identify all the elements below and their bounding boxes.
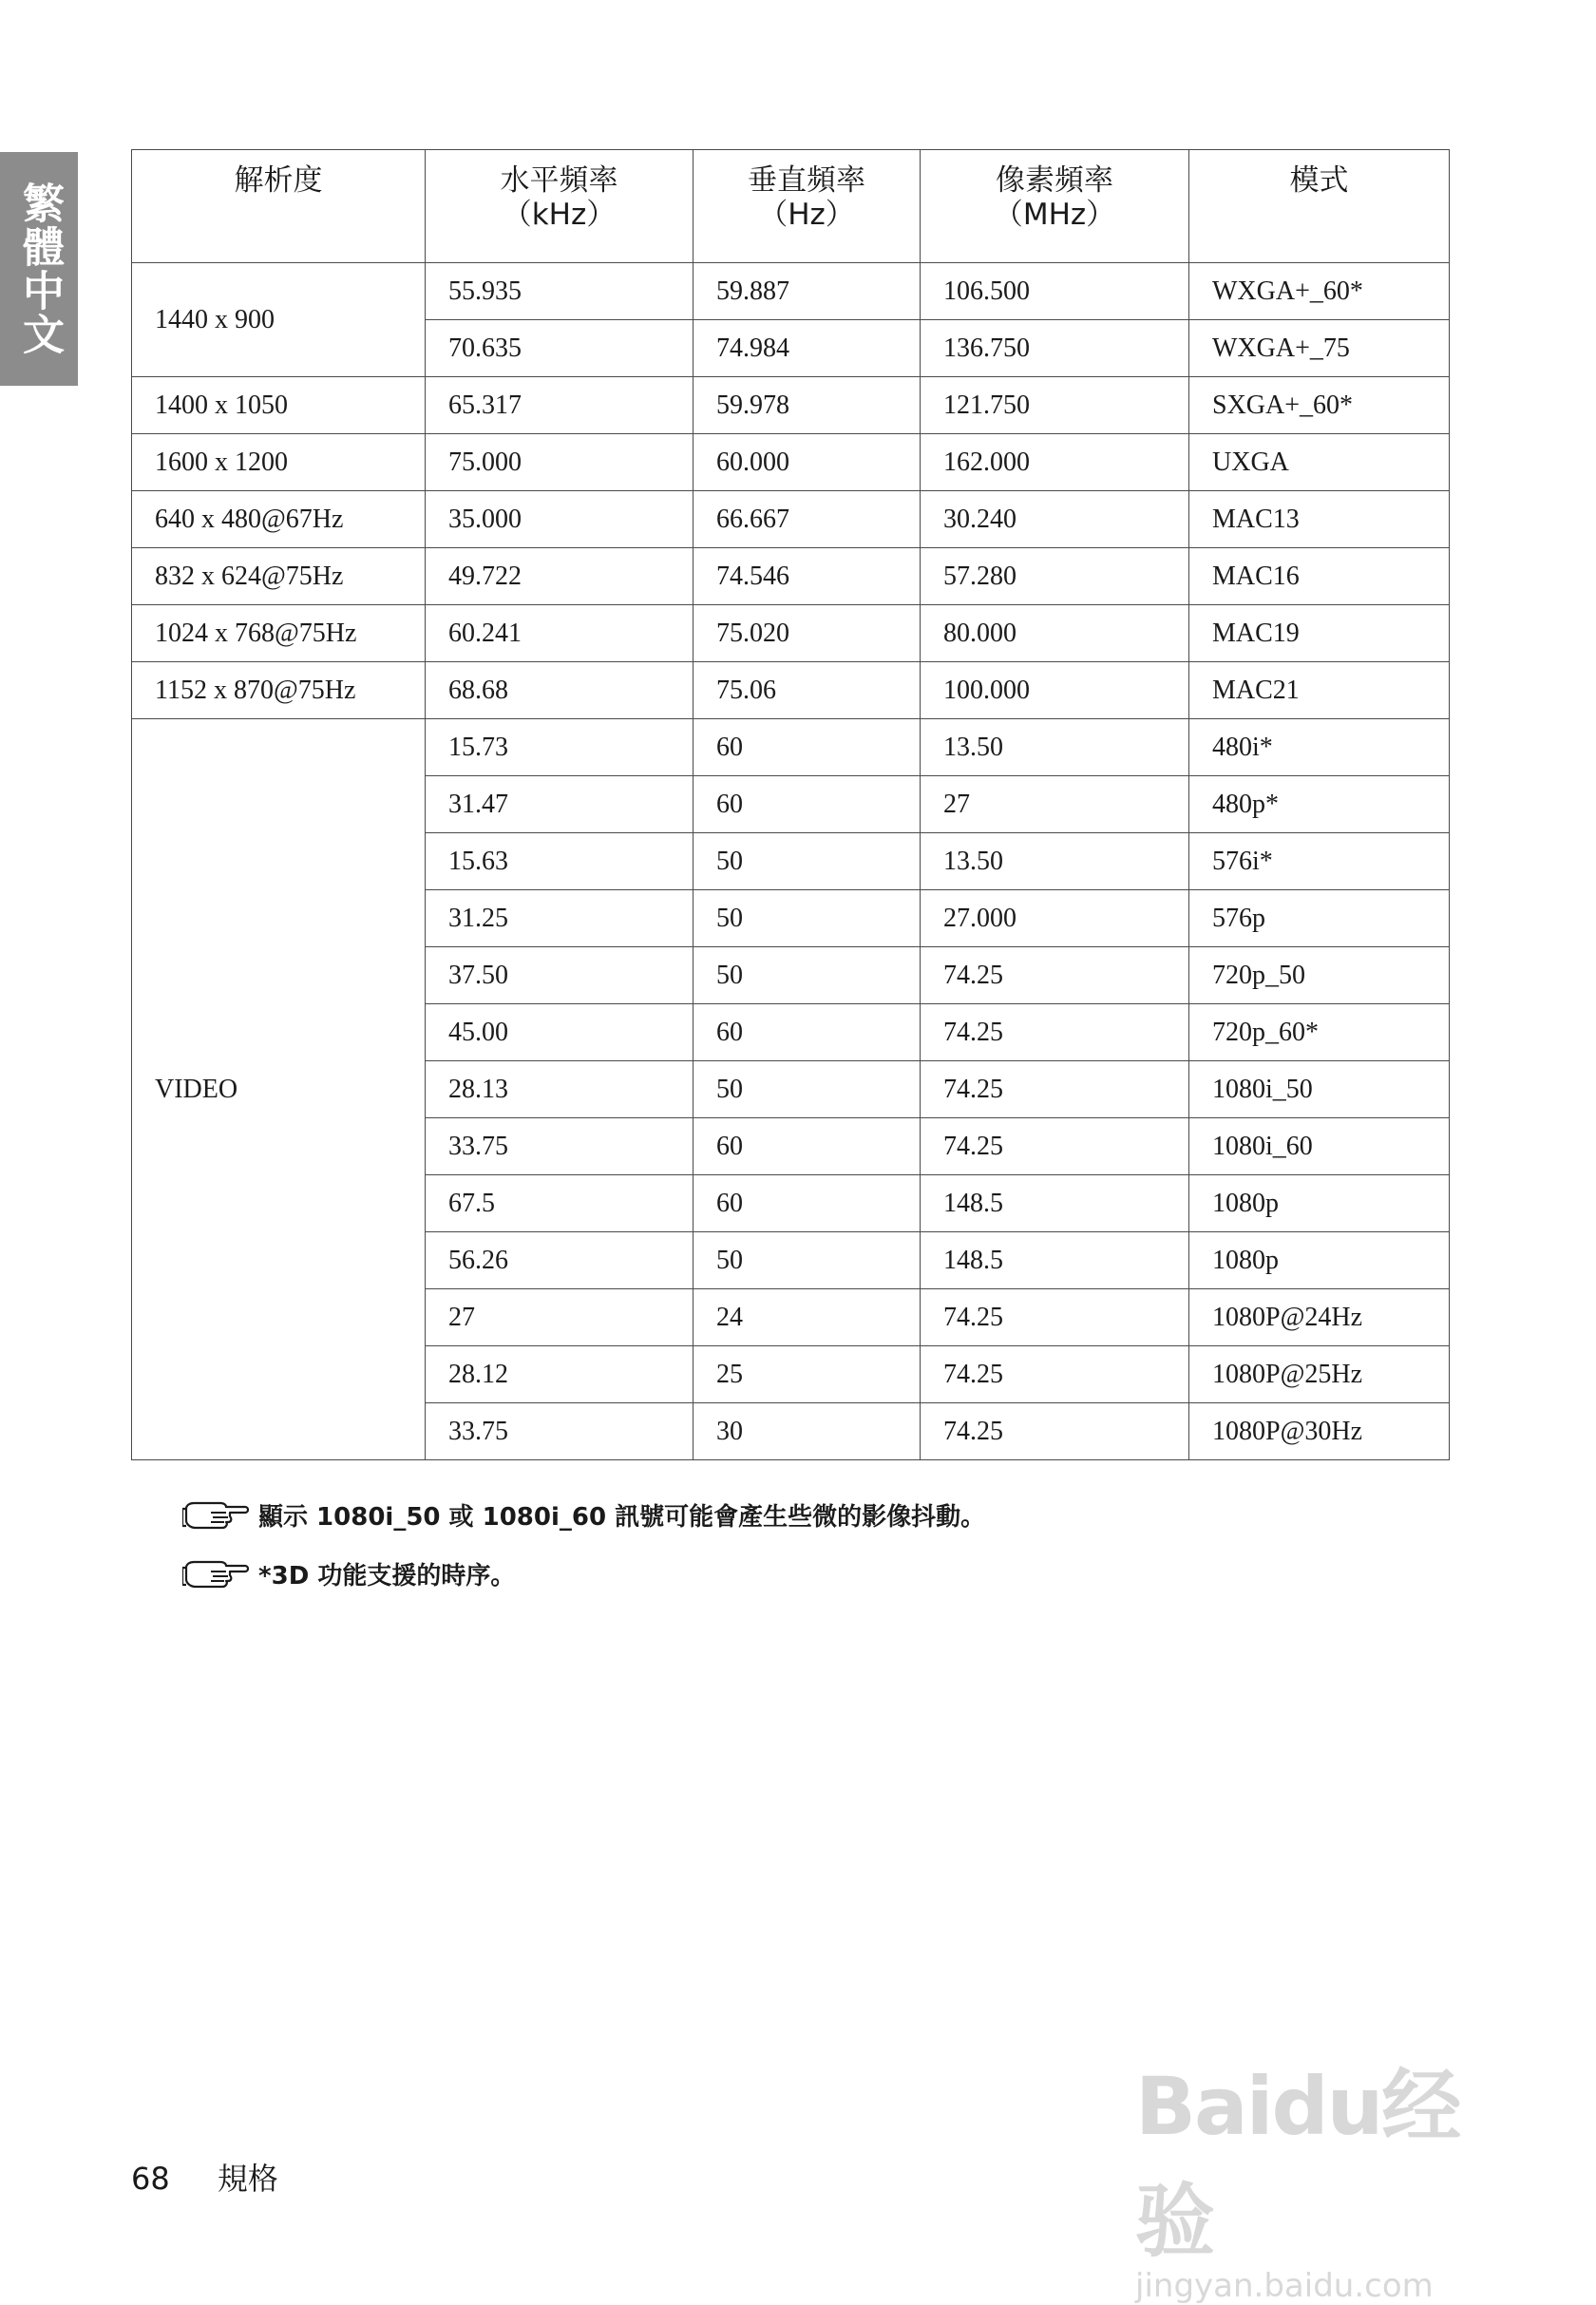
table-row [132,548,1450,605]
cell-vertical-frequency: 50 [694,1232,921,1289]
cell-vertical-frequency: 59.978 [694,377,921,434]
header-vertical-frequency: 垂直頻率 （Hz） [694,150,921,263]
cell-horizontal-frequency: 28.12 [426,1346,694,1403]
cell-mode: 1080P@30Hz [1189,1403,1450,1460]
watermark-logo: Baidu经验 [1135,2060,1460,2268]
note-item [182,1553,985,1594]
cell-mode: MAC16 [1189,548,1450,605]
timing-table [131,149,1450,1460]
cell-resolution: 1024 x 768@75Hz [132,605,426,662]
cell-pixel-frequency: 13.50 [921,719,1189,776]
table-row [132,263,1450,320]
table-row [132,662,1450,719]
table-row [132,491,1450,548]
cell-horizontal-frequency: 70.635 [426,320,694,377]
cell-pixel-frequency: 74.25 [921,1004,1189,1061]
cell-pixel-frequency: 30.240 [921,491,1189,548]
cell-horizontal-frequency: 55.935 [426,263,694,320]
cell-mode: MAC19 [1189,605,1450,662]
cell-vertical-frequency: 74.546 [694,548,921,605]
cell-horizontal-frequency: 37.50 [426,947,694,1004]
cell-mode: 720p_60* [1189,1004,1450,1061]
cell-mode: 480p* [1189,776,1450,833]
cell-pixel-frequency: 74.25 [921,1289,1189,1346]
cell-mode: 576i* [1189,833,1450,890]
cell-vertical-frequency: 74.984 [694,320,921,377]
cell-mode: 480i* [1189,719,1450,776]
page-footer [131,2155,316,2199]
cell-vertical-frequency: 30 [694,1403,921,1460]
cell-horizontal-frequency: 68.68 [426,662,694,719]
cell-horizontal-frequency: 33.75 [426,1403,694,1460]
watermark [1135,2043,1515,2305]
section-title: 規格 [217,2161,278,2197]
cell-pixel-frequency: 106.500 [921,263,1189,320]
cell-vertical-frequency: 50 [694,1061,921,1118]
cell-vertical-frequency: 60 [694,719,921,776]
cell-horizontal-frequency: 65.317 [426,377,694,434]
cell-resolution: 1440 x 900 [132,263,426,377]
cell-vertical-frequency: 59.887 [694,263,921,320]
cell-mode: MAC13 [1189,491,1450,548]
cell-horizontal-frequency: 45.00 [426,1004,694,1061]
cell-mode: SXGA+_60* [1189,377,1450,434]
cell-mode: MAC21 [1189,662,1450,719]
cell-vertical-frequency: 60 [694,1004,921,1061]
cell-horizontal-frequency: 31.25 [426,890,694,947]
cell-mode: UXGA [1189,434,1450,491]
cell-pixel-frequency: 74.25 [921,1118,1189,1175]
cell-mode: 576p [1189,890,1450,947]
cell-vertical-frequency: 60.000 [694,434,921,491]
cell-resolution: 1152 x 870@75Hz [132,662,426,719]
cell-pixel-frequency: 74.25 [921,947,1189,1004]
cell-vertical-frequency: 60 [694,776,921,833]
cell-mode: 1080i_50 [1189,1061,1450,1118]
cell-vertical-frequency: 50 [694,833,921,890]
cell-mode: WXGA+_75 [1189,320,1450,377]
cell-pixel-frequency: 80.000 [921,605,1189,662]
note-item [182,1494,985,1535]
cell-vertical-frequency: 50 [694,890,921,947]
header-horizontal-frequency: 水平頻率 （kHz） [426,150,694,263]
cell-vertical-frequency: 24 [694,1289,921,1346]
table-header-row [132,150,1450,263]
cell-horizontal-frequency: 49.722 [426,548,694,605]
cell-resolution: 1400 x 1050 [132,377,426,434]
cell-resolution: 832 x 624@75Hz [132,548,426,605]
cell-pixel-frequency: 57.280 [921,548,1189,605]
cell-horizontal-frequency: 33.75 [426,1118,694,1175]
cell-pixel-frequency: 121.750 [921,377,1189,434]
cell-horizontal-frequency: 67.5 [426,1175,694,1232]
table-row [132,377,1450,434]
cell-pixel-frequency: 148.5 [921,1175,1189,1232]
cell-vertical-frequency: 60 [694,1175,921,1232]
page-number: 68 [131,2161,170,2197]
cell-resolution: 1600 x 1200 [132,434,426,491]
cell-pixel-frequency: 148.5 [921,1232,1189,1289]
cell-horizontal-frequency: 75.000 [426,434,694,491]
cell-pixel-frequency: 27.000 [921,890,1189,947]
cell-pixel-frequency: 74.25 [921,1346,1189,1403]
header-resolution: 解析度 [132,150,426,263]
cell-pixel-frequency: 13.50 [921,833,1189,890]
cell-pixel-frequency: 74.25 [921,1403,1189,1460]
cell-resolution: 640 x 480@67Hz [132,491,426,548]
table-row [132,719,1450,776]
pointing-hand-icon [182,1497,251,1532]
table-row [132,434,1450,491]
cell-pixel-frequency: 136.750 [921,320,1189,377]
cell-mode: 1080P@24Hz [1189,1289,1450,1346]
cell-mode: 1080i_60 [1189,1118,1450,1175]
notes [182,1494,985,1611]
note-text: *3D 功能支援的時序。 [258,1561,516,1591]
cell-horizontal-frequency: 28.13 [426,1061,694,1118]
cell-vertical-frequency: 75.020 [694,605,921,662]
cell-mode: WXGA+_60* [1189,263,1450,320]
cell-horizontal-frequency: 15.73 [426,719,694,776]
cell-pixel-frequency: 100.000 [921,662,1189,719]
cell-vertical-frequency: 50 [694,947,921,1004]
cell-vertical-frequency: 75.06 [694,662,921,719]
cell-horizontal-frequency: 60.241 [426,605,694,662]
watermark-url: jingyan.baidu.com [1135,2267,1434,2305]
cell-pixel-frequency: 74.25 [921,1061,1189,1118]
cell-mode: 1080p [1189,1232,1450,1289]
cell-pixel-frequency: 27 [921,776,1189,833]
pointing-hand-icon [182,1556,251,1591]
header-pixel-frequency: 像素頻率 （MHz） [921,150,1189,263]
cell-horizontal-frequency: 27 [426,1289,694,1346]
cell-horizontal-frequency: 56.26 [426,1232,694,1289]
cell-horizontal-frequency: 35.000 [426,491,694,548]
cell-pixel-frequency: 162.000 [921,434,1189,491]
cell-resolution: VIDEO [132,719,426,1460]
header-mode: 模式 [1189,150,1450,263]
cell-horizontal-frequency: 31.47 [426,776,694,833]
language-tab [0,152,78,386]
note-text: 顯示 1080i_50 或 1080i_60 訊號可能會產生些微的影像抖動。 [258,1502,986,1532]
language-tab-label: 繁體中文 [15,181,64,356]
cell-mode: 1080p [1189,1175,1450,1232]
cell-vertical-frequency: 60 [694,1118,921,1175]
cell-vertical-frequency: 66.667 [694,491,921,548]
cell-mode: 720p_50 [1189,947,1450,1004]
table-row [132,605,1450,662]
cell-mode: 1080P@25Hz [1189,1346,1450,1403]
cell-horizontal-frequency: 15.63 [426,833,694,890]
cell-vertical-frequency: 25 [694,1346,921,1403]
